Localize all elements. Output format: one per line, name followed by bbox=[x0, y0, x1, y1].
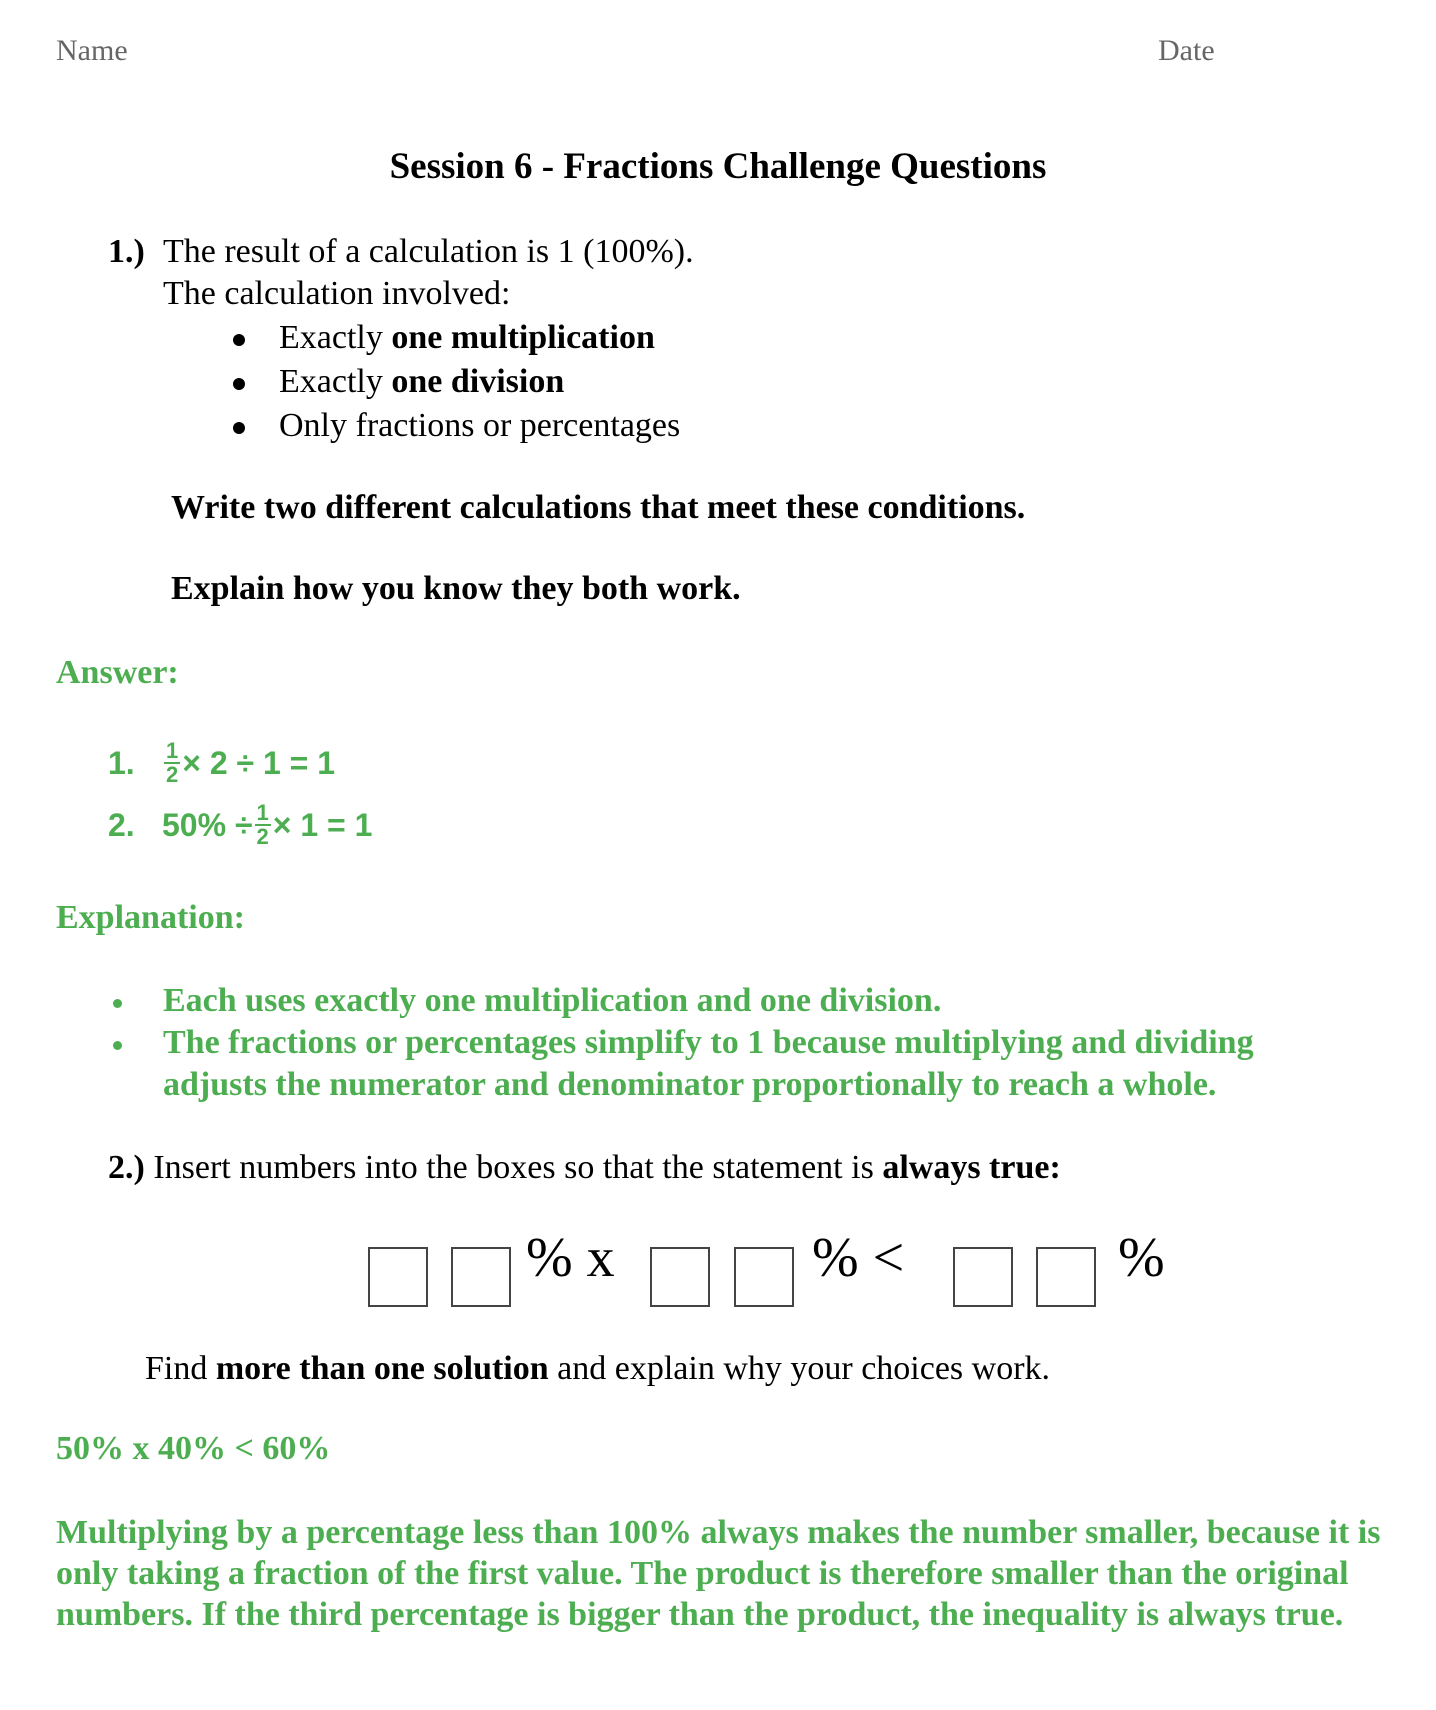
condition-item: Exactly one division bbox=[279, 360, 680, 404]
answer-box-3[interactable] bbox=[650, 1247, 710, 1307]
condition-item: Exactly one multiplication bbox=[279, 316, 680, 360]
condition-item: Only fractions or percentages bbox=[279, 404, 680, 448]
question1-instruction1: Write two different calculations that meet these conditions. bbox=[171, 489, 1026, 526]
answer2-example: 50% x 40% < 60% bbox=[56, 1430, 331, 1467]
bullet-icon bbox=[233, 422, 245, 434]
explanation-list bbox=[163, 980, 1343, 1106]
explanation-item: Each uses exactly one multiplication and one division. bbox=[163, 980, 1343, 1022]
answer-equation-2: 2. 50% ÷ $\frac{1}{2}$ × 1 = 1 bbox=[108, 800, 373, 849]
explanation-item: The fractions or percentages simplify to 1 because multiplying and dividing adjusts the numerator and denominator proportionally to reach a whole. bbox=[163, 1022, 1343, 1106]
answer2-explanation: Multiplying by a percentage less than 100% always makes the number smaller, because it is only taking a fraction of the first value. The product is therefore smaller than the original numbers. If the third percentage is bigger than the product, the inequality is always true. bbox=[56, 1514, 1381, 1633]
question1-conditions bbox=[279, 316, 680, 448]
percent-times-symbol: % x bbox=[526, 1227, 615, 1289]
question1-line1: The result of a calculation is 1 (100%). bbox=[163, 233, 694, 270]
answer-box-4[interactable] bbox=[734, 1247, 794, 1307]
page-title: Session 6 - Fractions Challenge Questions bbox=[389, 146, 1047, 187]
name-label: Name bbox=[56, 34, 128, 67]
answer-label: Answer: bbox=[56, 654, 179, 691]
fraction: $\frac{1}{2}$ bbox=[256, 800, 269, 849]
percent-less-than-symbol: % < bbox=[812, 1227, 905, 1289]
date-label: Date bbox=[1158, 34, 1215, 67]
question1-line2: The calculation involved: bbox=[163, 275, 511, 312]
bullet-icon bbox=[233, 378, 245, 390]
bullet-icon bbox=[233, 334, 245, 346]
question2-prompt: 2.) Insert numbers into the boxes so that the statement is always true: bbox=[108, 1149, 1061, 1186]
question2-find-instruction: Find more than one solution and explain why your choices work. bbox=[145, 1350, 1051, 1387]
bullet-icon bbox=[113, 999, 122, 1008]
answer-box-6[interactable] bbox=[1036, 1247, 1096, 1307]
answer-equation-1: 1. $\frac{1}{2}$ × 2 ÷ 1 = 1 bbox=[108, 738, 336, 787]
answer-equations bbox=[108, 732, 372, 856]
bullet-icon bbox=[113, 1041, 122, 1050]
explanation-label: Explanation: bbox=[56, 899, 245, 936]
percent-symbol: % bbox=[1118, 1227, 1165, 1289]
answer-box-5[interactable] bbox=[953, 1247, 1013, 1307]
answer-box-1[interactable] bbox=[368, 1247, 428, 1307]
question1-number: 1.) bbox=[108, 233, 145, 270]
answer-box-2[interactable] bbox=[451, 1247, 511, 1307]
question1-instruction2: Explain how you know they both work. bbox=[171, 570, 741, 607]
fraction: $\frac{1}{2}$ bbox=[166, 738, 179, 787]
